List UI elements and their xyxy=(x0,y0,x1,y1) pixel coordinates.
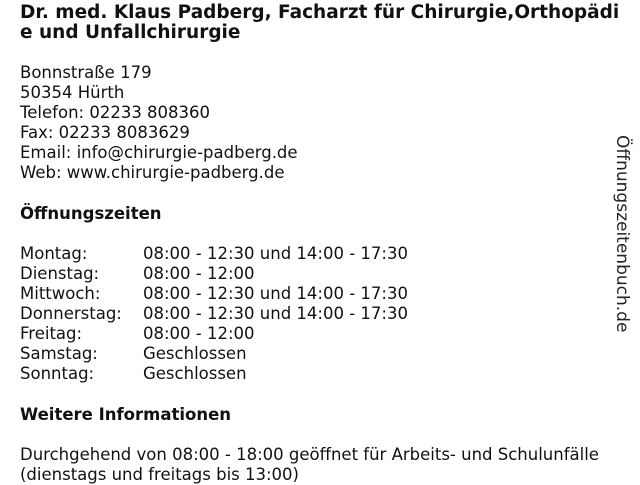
hours-row-thursday xyxy=(20,304,620,324)
day-label: Sonntag: xyxy=(20,364,95,383)
site-watermark: Öffnungszeitenbuch.de xyxy=(612,135,632,333)
time-range: 08:00 - 12:30 und 14:00 - 17:30 xyxy=(143,284,408,303)
more-info-heading: Weitere Informationen xyxy=(20,405,232,424)
hours-row-friday xyxy=(20,324,620,344)
hours-row-tuesday xyxy=(20,264,620,284)
business-card xyxy=(20,3,620,485)
day-label: Donnerstag: xyxy=(20,304,122,323)
phone-number: Telefon: 02233 808360 xyxy=(20,103,211,122)
hours-row-monday xyxy=(20,244,620,264)
time-range: 08:00 - 12:00 xyxy=(143,324,255,343)
opening-hours-table xyxy=(20,244,620,384)
city-postal-code: 50354 Hürth xyxy=(20,83,125,102)
website-address: Web: www.chirurgie-padberg.de xyxy=(20,163,285,182)
email-address: Email: info@chirurgie-padberg.de xyxy=(20,143,298,162)
street-address: Bonnstraße 179 xyxy=(20,63,152,82)
day-label: Montag: xyxy=(20,244,88,263)
day-label: Mittwoch: xyxy=(20,284,101,303)
day-label: Freitag: xyxy=(20,324,83,343)
time-range: 08:00 - 12:30 und 14:00 - 17:30 xyxy=(143,244,408,263)
contact-block xyxy=(20,63,620,183)
fax-number: Fax: 02233 8083629 xyxy=(20,123,190,142)
day-label: Samstag: xyxy=(20,344,98,363)
hours-row-saturday xyxy=(20,344,620,364)
hours-row-sunday xyxy=(20,364,620,384)
time-range: 08:00 - 12:30 und 14:00 - 17:30 xyxy=(143,304,408,323)
time-range: Geschlossen xyxy=(143,364,247,383)
more-info-text: Durchgehend von 08:00 - 18:00 geöffnet für Arbeits- und Schulunfälle (dienstags und freitags bis 13:00) xyxy=(20,445,599,484)
opening-hours-heading: Öffnungszeiten xyxy=(20,204,162,223)
hours-row-wednesday xyxy=(20,284,620,304)
page-title: Dr. med. Klaus Padberg, Facharzt für Chirurgie,Orthopädie und Unfallchirurgie xyxy=(20,2,620,43)
time-range: Geschlossen xyxy=(143,344,247,363)
time-range: 08:00 - 12:00 xyxy=(143,264,255,283)
day-label: Dienstag: xyxy=(20,264,100,283)
